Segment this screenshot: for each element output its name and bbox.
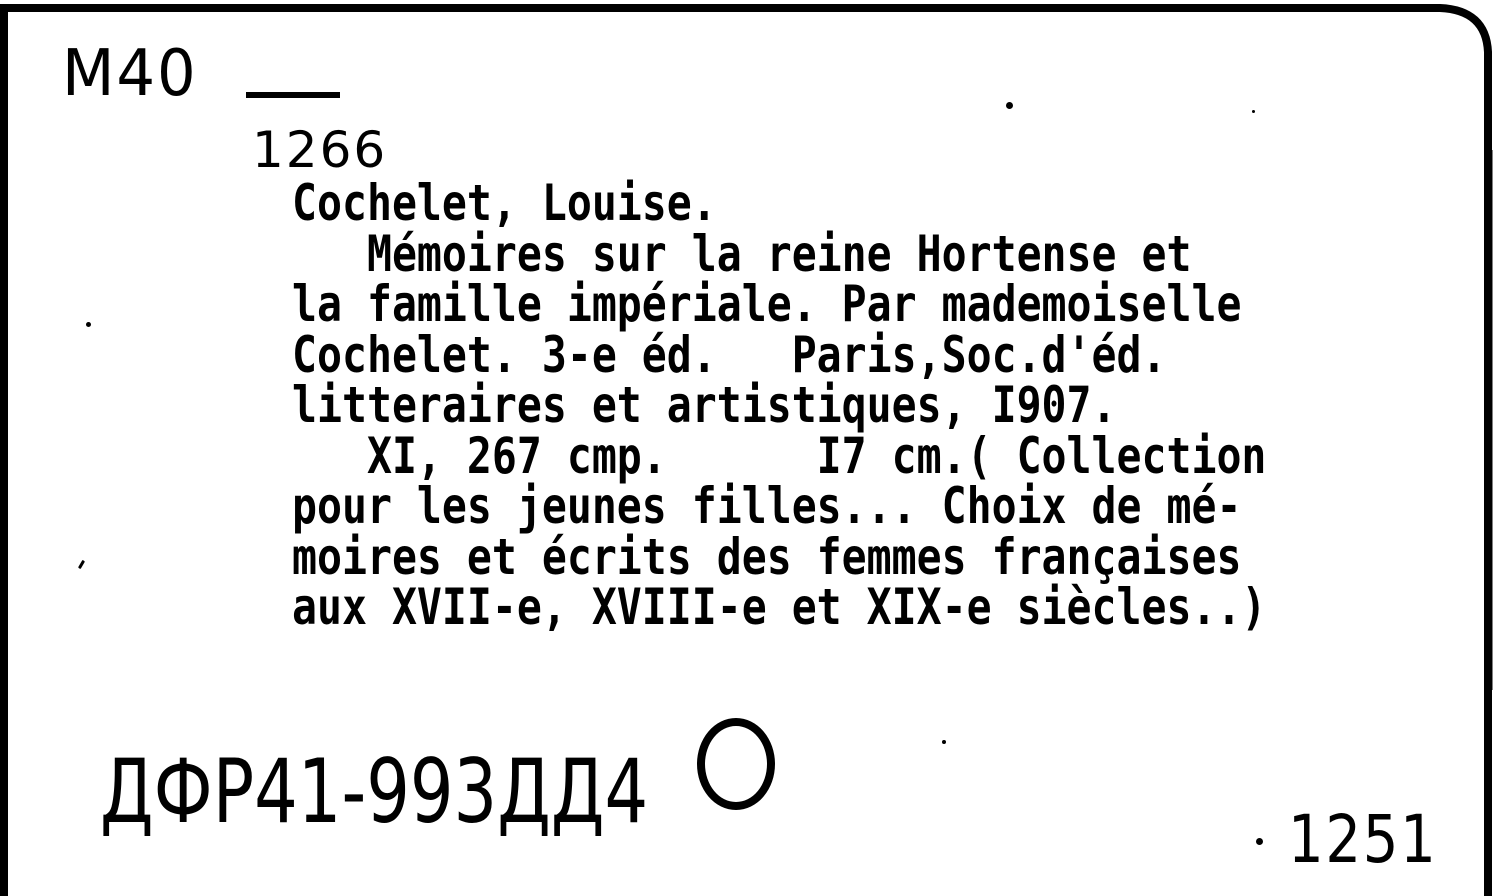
circle-mark-icon	[697, 718, 775, 810]
shelf-mark-bottom: 1266	[252, 121, 388, 179]
title-line-1: Mémoires sur la reine Hortense et	[292, 224, 1192, 283]
dust-speck	[942, 740, 946, 744]
author-line: Cochelet, Louise.	[292, 174, 717, 232]
dust-speck	[86, 322, 91, 327]
edition-line: Cochelet. 3-e éd. Paris,Soc.d'éd.	[292, 325, 1167, 384]
title-line-2: la famille impériale. Par mademoiselle	[292, 275, 1242, 333]
dust-speck	[1006, 102, 1013, 109]
shelf-mark-top: M40	[62, 37, 198, 111]
series-line-3: aux XVII-e, XVIII-e et XIX-e siècles..)	[292, 578, 1267, 636]
series-line-1: pour les jeunes filles... Choix de mé-	[292, 477, 1242, 535]
accession-number: ДФР41-993ДД4	[100, 740, 649, 843]
shelf-mark-rule	[246, 92, 340, 98]
collation-line: XI, 267 cmp. I7 cm.( Collection	[292, 426, 1267, 485]
corner-number: 1251	[1288, 801, 1438, 878]
publisher-line: litteraires et artistiques, I907.	[292, 376, 1117, 434]
dust-speck	[1252, 110, 1255, 113]
catalog-entry-text	[292, 174, 1466, 636]
series-line-2: moires et écrits des femmes françaises	[292, 527, 1242, 586]
dust-speck	[1256, 838, 1263, 845]
